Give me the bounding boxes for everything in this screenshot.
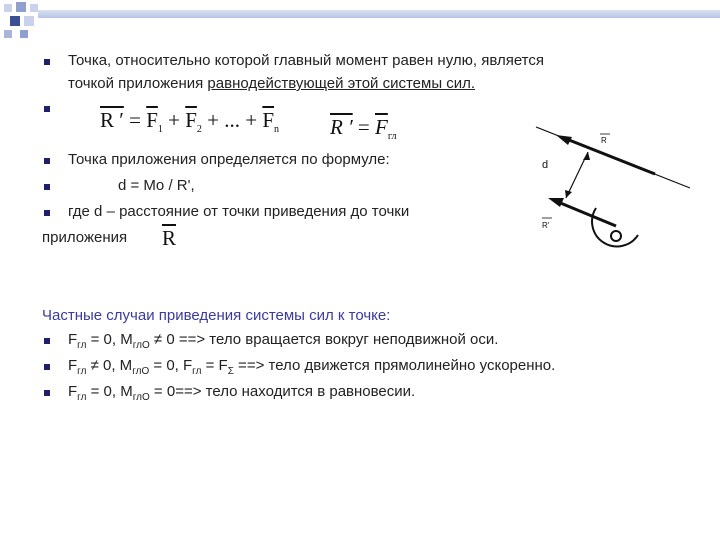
cases-title: Частные случаи приведения системы сил к точке: (42, 307, 391, 324)
deco-square (16, 2, 26, 12)
case-1: $F_{гл} = 0$, $M_{глO} \ne 0$ ==> тело вращается вокруг неподвижной оси. (68, 331, 499, 351)
deco-square (24, 16, 34, 26)
vector-R-prime (558, 202, 616, 226)
deco-square (10, 16, 20, 26)
vector-R-prime-arrowhead (548, 198, 564, 207)
bullet (44, 390, 50, 396)
distance-d-arrowhead-top (583, 152, 590, 160)
paragraph-1-text: точкой приложения (68, 75, 208, 92)
deco-square (4, 30, 12, 38)
bullet (44, 59, 50, 65)
slide-header-decoration (0, 0, 720, 48)
case-3: $F_{гл} = 0$, $M_{глO} = 0==>$ тело находится в равновесии. (68, 383, 416, 403)
deco-square (4, 4, 12, 12)
formula-resultant-main-vector: R ′ = $\overline{F}_{гл}$ (330, 115, 397, 143)
bullet (44, 210, 50, 216)
bullet (44, 184, 50, 190)
bullet (44, 106, 50, 112)
paragraph-1-line-1: Точка, относительно которой главный момент равен нулю, является (68, 52, 545, 69)
formula-d: d = Mo / R', (118, 177, 195, 194)
label-R: R (601, 136, 607, 145)
formula-resultant-sum: R ′ = $\overline{F}_1 + \overline{F}_2$ + ... + $\overline{F}_n$ (100, 108, 280, 136)
vector-R (564, 138, 655, 174)
deco-square (30, 4, 38, 12)
formula-R-symbol: $\overline{R}$ (162, 226, 177, 250)
resultant-link[interactable]: равнодействующей этой системы сил. (207, 75, 476, 92)
bullet (44, 158, 50, 164)
distance-d-arrowhead-bottom (565, 190, 572, 198)
label-d: d (542, 159, 549, 171)
bullet (44, 364, 50, 370)
paragraph-1-line-2 (68, 75, 475, 93)
deco-square (20, 30, 28, 38)
bullet (44, 338, 50, 344)
reduction-point-O (611, 231, 621, 241)
header-bar (38, 10, 720, 18)
paragraph-3: Точка приложения определяется по формуле: (68, 151, 390, 168)
paragraph-5-line-2: приложения (42, 229, 128, 246)
case-2: $F_{гл} \ne 0$, $M_{глO} = 0$, $F_{гл} = F_\Sigma$ ==> тело движется прямолинейно ускоренно. (68, 357, 556, 377)
vector-R-arrowhead (556, 135, 572, 145)
resultant-diagram (520, 110, 720, 260)
label-R-prime: R' (542, 221, 550, 230)
paragraph-5-line-1: где d – расстояние от точки приведения до точки (68, 203, 410, 220)
